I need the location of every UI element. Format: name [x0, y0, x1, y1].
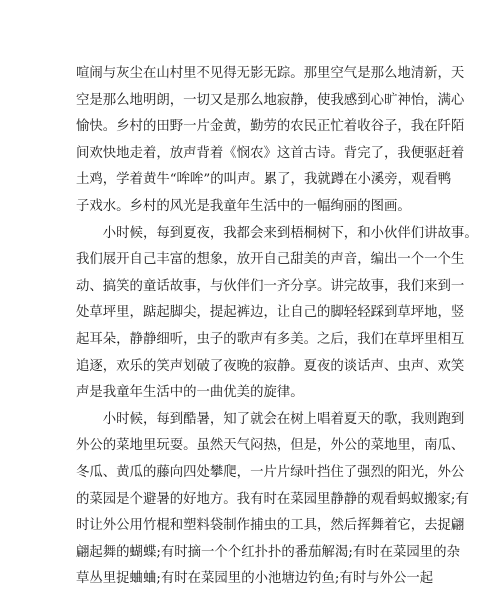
text-line: 时让外公用竹棍和塑料袋制作捕虫的工具，然后挥舞着它，去捉翩 [76, 518, 465, 534]
text-line: 我们展开自己丰富的想象，放开自己甜美的声音，编出一个一个生 [76, 252, 465, 268]
text-line: 冬瓜、黄瓜的藤向四处攀爬，一片片绿叶挡住了强烈的阳光，外公 [76, 464, 465, 480]
text-line: 空是那么地明朗，一切又是那么地寂静，使我感到心旷神怡，满心 [76, 92, 465, 108]
text-line: 翩起舞的蝴蝶;有时摘一个个红扑扑的番茄解渴;有时在菜园里的杂 [76, 544, 460, 560]
body-text [76, 61, 478, 593]
text-line: 声是我童年生活中的一曲优美的旋律。 [76, 385, 304, 401]
text-line: 间欢快地走着，放声背着《悯农》这首古诗。背完了，我便驱赶着 [76, 145, 465, 161]
text-line: 的菜园是个避暑的好地方。我有时在菜园里静静的观看蚂蚁搬家;有 [76, 491, 469, 507]
text-line: 外公的菜地里玩耍。虽然天气闷热，但是，外公的菜地里，南瓜、 [76, 438, 465, 454]
text-line: 起耳朵，静静细听，虫子的歌声有多美。之后，我们在草坪里相互 [76, 331, 465, 347]
text-line: 愉快。乡村的田野一片金黄，勤劳的农民正忙着收谷子，我在阡陌 [76, 119, 465, 135]
text-line: 小时候，每到酷暑，知了就会在树上唱着夏天的歌，我则跑到 [76, 411, 465, 427]
text-line: 草丛里捉蛐蛐;有时在菜园里的小池塘边钓鱼;有时与外公一起 [76, 571, 434, 587]
text-line: 喧闹与灰尘在山村里不见得无影无踪。那里空气是那么地清新，天 [76, 66, 465, 81]
text-line: 土鸡，学着黄牛“哞哞”的叫声。累了，我就蹲在小溪旁，观看鸭 [76, 172, 452, 188]
text-line: 小时候，每到夏夜，我都会来到梧桐树下，和小伙伴们讲故事。 [76, 225, 478, 241]
text-line: 子戏水。乡村的风光是我童年生活中的一幅绚丽的图画。 [76, 198, 411, 214]
text-line: 追逐，欢乐的笑声划破了夜晚的寂静。夏夜的谈话声、虫声、欢笑 [76, 358, 465, 374]
text-line: 处草坪里，踮起脚尖，提起裤边，让自己的脚轻轻踩到草坪地，竖 [76, 305, 465, 321]
text-line: 动、搞笑的童话故事，与伙伴们一齐分享。讲完故事，我们来到一 [76, 278, 465, 294]
